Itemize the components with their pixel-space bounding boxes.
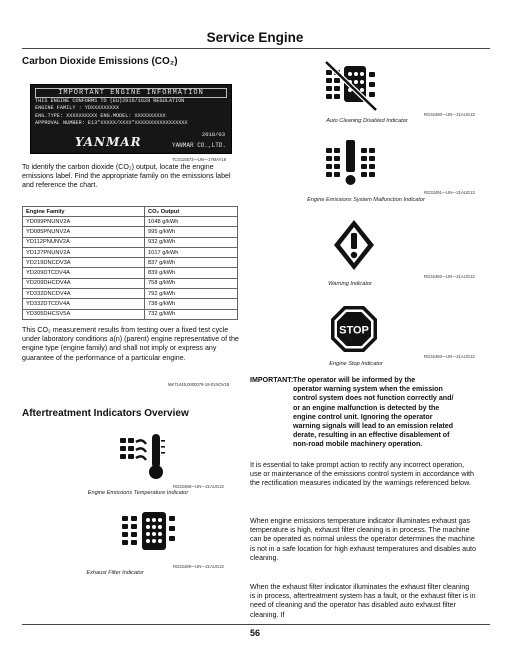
table-cell: 839 g/kWh [145, 268, 238, 278]
table-cell: YD099PNUNV2A [23, 217, 145, 227]
table-cell: 837 g/kWh [145, 258, 238, 268]
table-row [23, 299, 238, 309]
co2-disclaimer-text: This CO₂ measurement results from testing over a fixed test cycle under laboratory conditions a(n) (parent) engine representative of the engine type (engine family) and shall not imply or express any guarantee of the performance of a particular engine. [22, 326, 239, 362]
icon3-caption: Auto Cleaning Disabled Indicator [326, 118, 408, 124]
important-text [293, 376, 493, 450]
exhaust-filter-icon [122, 508, 176, 560]
label-date: 2018/03 [201, 131, 225, 138]
paragraph-prompt-action: It is essential to take prompt action to rectify any incorrect operation, use or maintenance of the emissions control system in accordance with the rectification measures indicated by the warnings referenced below. [250, 461, 474, 488]
icon6-ref: RG32493—UN—21AUG13 [424, 354, 475, 359]
icon1-ref: RG32488—UN—21AUG13 [173, 484, 224, 489]
intro-text: To identify the carbon dioxide (CO₂) output, locate the engine emissions label. Find the appropriate family on the emissions label and reference the chart. [22, 163, 231, 190]
important-line: operator warning system when the emission [293, 385, 443, 394]
icon2-caption: Exhaust Filter Indicator [86, 570, 144, 576]
important-line: The operator will be informed by the [293, 376, 416, 384]
table-cell: YD127PNUNV2A [23, 247, 145, 257]
stop-icon [330, 305, 378, 353]
emissions-temperature-icon [118, 428, 172, 482]
warning-icon [332, 218, 376, 272]
table-row [23, 309, 238, 319]
yanmar-logo: YANMAR [75, 135, 142, 149]
label-line1: THIS ENGINE CONFORMS TO (EU)2016/1628 REGULATION [35, 98, 185, 104]
table-header-row [23, 207, 238, 217]
bottom-rule [22, 624, 490, 625]
table-cell: YD332DTCDV4A [23, 299, 145, 309]
table-row [23, 258, 238, 268]
table-cell: 792 g/kWh [145, 289, 238, 299]
table-header: CO₂ Output [145, 207, 238, 217]
table-cell: 995 g/kWh [145, 227, 238, 237]
icon4-ref: RG32491—UN—21AUG13 [424, 190, 475, 195]
paragraph-temperature-indicator: When engine emissions temperature indicator illuminates exhaust gas temperature is high, exhaust filter cleaning is in process. The machine can be operated as normal unless the operator determines the machine is not in a safe location for high exhaust temperatures and disables auto cleaning. [250, 517, 476, 562]
label-line2: ENGINE FAMILY : YDXXXXXXXXX [35, 105, 120, 112]
co2-table [22, 206, 238, 320]
co2-heading: Carbon Dioxide Emissions (CO₂) [22, 56, 178, 67]
important-line: non-road mobile machinery operation. [293, 440, 423, 449]
page-title: Service Engine [206, 30, 304, 45]
icon3-ref: RG32490—UN—21AUG13 [424, 112, 475, 117]
auto-cleaning-disabled-icon [322, 60, 380, 112]
important-line: engine control unit. Ignoring the operator [293, 412, 433, 421]
icon2-ref: RG32489—UN—21AUG13 [173, 564, 224, 569]
aftertreatment-heading: Aftertreatment Indicators Overview [22, 408, 189, 419]
icon5-ref: RG32492—UN—21AUG13 [424, 274, 475, 279]
important-line: or an engine malfunction is detected by the [293, 403, 440, 412]
label-line4: APPROVAL NUMBER: E13*XXXXX/XXXX*XXXXXXXXXXXXXXXXX [35, 119, 188, 126]
table-cell: YD209DHCDV4A [23, 278, 145, 288]
table-row [23, 217, 238, 227]
table-row [23, 247, 238, 257]
table-row [23, 289, 238, 299]
engine-emissions-label [30, 84, 232, 154]
table-cell: 758 g/kWh [145, 278, 238, 288]
label-ref: TC0115573—UN—17MAY18 [172, 157, 227, 162]
table-row [23, 227, 238, 237]
important-line: warning signals will lead to an emission related [293, 422, 454, 431]
table-cell: YD305DHCSV5A [23, 309, 145, 319]
table-row [23, 237, 238, 247]
icon5-caption: Warning Indicator [328, 281, 372, 287]
table-cell: YD219DNCDV3A [23, 258, 145, 268]
table-cell: 1048 g/kWh [145, 217, 238, 227]
paragraph-exhaust-filter: When the exhaust filter indicator illuminates the exhaust filter cleaning is in process, aftertreatment system has a fault, or the exhaust filter is in need of cleaning and the operator has disabled auto exhaust filter cleaning. If [250, 583, 476, 619]
label-company: YANMAR CO.,LTD. [171, 142, 226, 149]
table-row [23, 278, 238, 288]
table-cell: YD209DTCDV4A [23, 268, 145, 278]
table-cell: YD085PNUNV2A [23, 227, 145, 237]
table-cell: 932 g/kWh [145, 237, 238, 247]
label-title: IMPORTANT ENGINE INFORMATION [35, 88, 227, 98]
table-row [23, 268, 238, 278]
important-line: control system does not function correctly and/ [293, 394, 454, 403]
table-cell: 738 g/kWh [145, 299, 238, 309]
label-line3: ENG.TYPE: XXXXXXXXXX ENG.MODEL: XXXXXXXXXX [35, 112, 166, 119]
page-number: 56 [249, 628, 260, 638]
table-cell: YD332DNCDV4A [23, 289, 145, 299]
emissions-malfunction-icon [326, 138, 378, 188]
table-header: Engine Family [23, 207, 145, 217]
co2-ref: MK71445,0000079-19-01NOV18 [168, 382, 230, 387]
icon1-caption: Engine Emissions Temperature Indicator [87, 490, 189, 496]
table-cell: YD112PNUNV2A [23, 237, 145, 247]
top-rule [22, 48, 490, 49]
icon6-caption: Engine Stop Indicator [329, 361, 383, 367]
table-cell: 1017 g/kWh [145, 247, 238, 257]
important-label: IMPORTANT: [250, 376, 294, 384]
icon4-caption: Engine Emissions System Malfunction Indicator [307, 197, 425, 203]
table-cell: 732 g/kWh [145, 309, 238, 319]
important-line: derate, resulting in an effective disablement of [293, 431, 450, 440]
stop-text: STOP [339, 324, 369, 337]
